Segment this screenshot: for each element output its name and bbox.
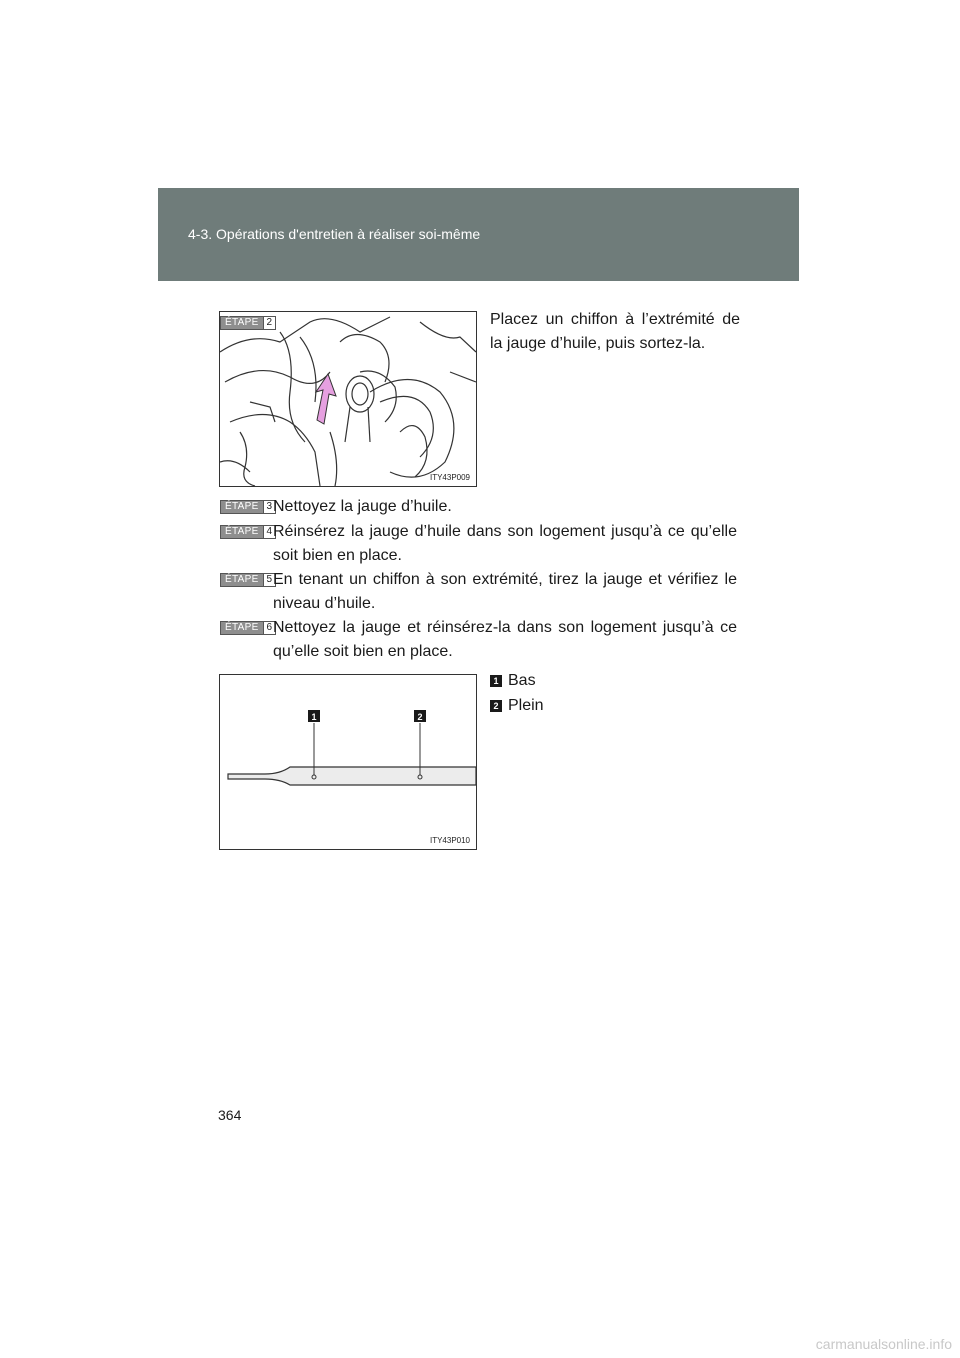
dipstick-illustration [219,674,477,850]
step-2-badge: ÉTAPE 2 [220,312,276,330]
step-2-text: Placez un chiffon à l’extrémité de la jauge d’huile, puis sortez-la. [490,311,740,352]
engine-illustration [219,311,477,487]
step-3-text: Nettoyez la jauge d’huile. [273,498,452,515]
page-number: 364 [218,1107,242,1123]
legend-item-2 [490,695,544,717]
step-4-badge: ÉTAPE 4 [220,525,276,539]
watermark: carmanualsonline.info [815,1336,952,1352]
legend-label-2: Plein [508,697,544,714]
section-header [158,188,799,281]
legend-item-1 [490,670,536,692]
marker-1: 1 [311,712,317,722]
step-3-badge: ÉTAPE 3 [220,500,276,514]
step-4-text: Réinsérez la jauge d’huile dans son logement jusqu’à ce qu’elle soit bien en place. [273,523,737,564]
figure-code: ITY43P010 [429,836,470,845]
step-6-text: Nettoyez la jauge et réinsérez-la dans son logement jusqu’à ce qu’elle soit bien en place. [273,619,737,660]
dipstick-drawing [220,675,476,849]
section-title: 4-3. Opérations d'entretien à réaliser soi-même [188,226,481,242]
step-5-badge: ÉTAPE 5 [220,573,276,587]
figure-code: ITY43P009 [429,473,470,482]
legend-badge-2: 2 [490,700,502,712]
marker-2: 2 [417,712,423,722]
step-6-badge: ÉTAPE 6 [220,621,276,635]
step-5-text: En tenant un chiffon à son extrémité, tirez la jauge et vérifiez le niveau d’huile. [273,571,737,612]
engine-drawing [220,312,476,486]
legend-label-1: Bas [508,672,536,689]
legend-badge-1: 1 [490,675,502,687]
